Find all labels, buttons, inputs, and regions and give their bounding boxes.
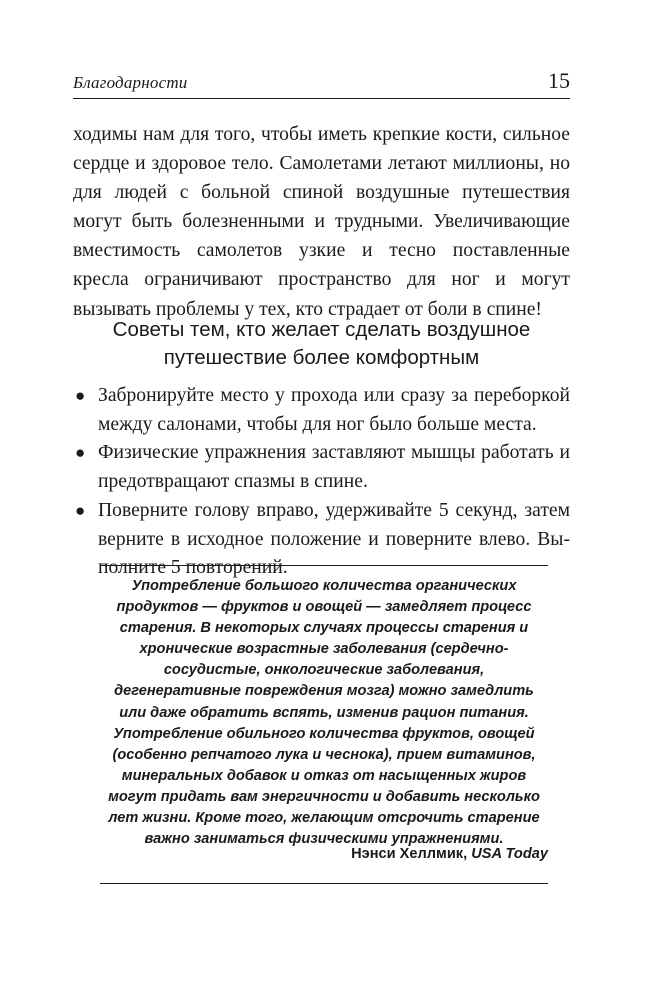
quote-attribution — [351, 846, 548, 862]
bullet-icon: ● — [75, 386, 86, 405]
list-item — [73, 382, 570, 439]
body-paragraph: ходимы нам для того, чтобы иметь крепкие кости, сильное сердце и здоровое тело. Самолетами летают миллионы, но для людей с больной спиной воздушные путешествия могут быть болезненными и трудными. Увеличивающие вместимость самолетов узкие и тесно поставленные кресла ограничивают пространство для ног и могут вызывать проблемы у тех, кто страдает от боли в спине! — [73, 124, 570, 320]
quote-top-divider — [100, 565, 548, 566]
list-item — [73, 497, 570, 583]
section-title-line-2: путешествие более комфортным — [163, 346, 480, 369]
list-item — [73, 439, 570, 496]
quote-source: USA Today — [471, 846, 548, 862]
tip-text: Физические упражнения заставляют мышцы работать и предотвращают спазмы в спине. — [98, 442, 570, 493]
section-title — [73, 316, 570, 372]
tip-text: Поверните голову вправо, удерживайте 5 секунд, затем верните в исходное положение и поверните влево. Выполните 5 повторений. — [98, 499, 570, 579]
running-head: Благодарности — [73, 73, 188, 92]
section-title-line-1: Советы тем, кто желает сделать воздушное — [112, 318, 531, 341]
tip-text: Забронируйте место у прохода или сразу за переборкой между салонами, чтобы для ног было больше места. — [98, 385, 570, 435]
quote-author: Нэнси Хеллмик, — [351, 846, 468, 862]
bullet-icon: ● — [75, 500, 86, 520]
page-number: 15 — [548, 68, 570, 93]
quote-text: Употребление большого количества органических продуктов — фруктов и овощей — замедляет процесс старения. В некоторых случаях процессы старения и хронические возрастные заболевания (сердечно-сосудистые, онкологические заболевания, дегенеративные повреждения мозга) можно замедлить или даже обратить вспять, изменив рацион питания. Употребление обильного количества фруктов, овощей (особенно репчатого лука и чеснока), прием витаминов, минеральных добавок и отказ от насыщенных жиров могут придать вам энергичности и добавить несколько лет жизни. Кроме того, желающим отсрочить старение важно заниматься физическими упражнениями. — [108, 578, 540, 848]
quote-bottom-divider — [100, 883, 548, 884]
bullet-icon: ● — [75, 443, 86, 463]
tips-list — [73, 382, 570, 583]
page-header — [73, 66, 570, 99]
